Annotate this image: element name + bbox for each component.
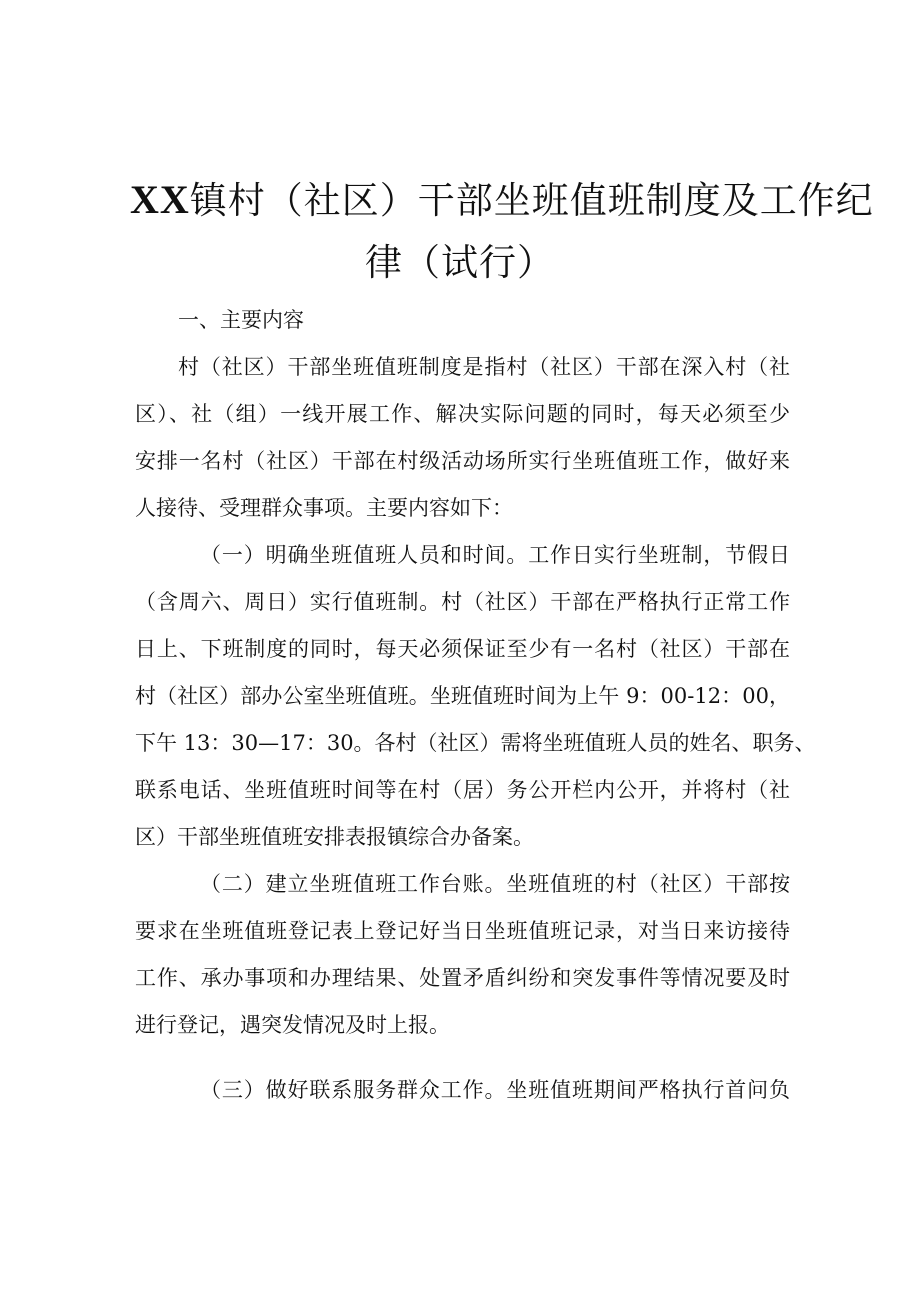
para1-line-6: 联系电话、坐班值班时间等在村（居）务公开栏内公开，并将村（社	[135, 778, 790, 802]
para1-line-1: （一）明确坐班值班人员和时间。工作日实行坐班制，节假日	[200, 543, 790, 567]
para2-line-3: 工作、承办事项和办理结果、处置矛盾纠纷和突发事件等情况要及时	[135, 966, 790, 990]
para1-line-5: 下午 13：30—17：30。各村（社区）需将坐班值班人员的姓名、职务、	[135, 731, 816, 755]
intro-line-2: 区）、社（组）一线开展工作、解决实际问题的同时，每天必须至少	[135, 402, 790, 426]
document-title-line-1	[130, 170, 874, 224]
document-title-line-2: 律（试行）	[365, 241, 555, 284]
para3-line-1: （三）做好联系服务群众工作。坐班值班期间严格执行首问负	[200, 1078, 790, 1102]
intro-line-4: 人接待、受理群众事项。主要内容如下：	[135, 496, 513, 520]
title-prefix: XX	[130, 177, 190, 222]
section-heading: 一、主要内容	[178, 308, 304, 332]
title-text-1: 镇村（社区）干部坐班值班制度及工作纪	[189, 179, 874, 222]
para2-line-4: 进行登记，遇突发情况及时上报。	[135, 1013, 450, 1037]
para2-line-2: 要求在坐班值班登记表上登记好当日坐班值班记录，对当日来访接待	[135, 919, 790, 943]
para2-line-1: （二）建立坐班值班工作台账。坐班值班的村（社区）干部按	[200, 872, 790, 896]
intro-line-3: 安排一名村（社区）干部在村级活动场所实行坐班值班工作，做好来	[135, 449, 790, 473]
para1-line-2: （含周六、周日）实行值班制。村（社区）干部在严格执行正常工作	[135, 590, 790, 614]
para1-line-4: 村（社区）部办公室坐班值班。坐班值班时间为上午 9：00-12：00，	[135, 684, 790, 708]
para1-line-3: 日上、下班制度的同时，每天必须保证至少有一名村（社区）干部在	[135, 637, 790, 661]
para1-line-7: 区）干部坐班值班安排表报镇综合办备案。	[135, 825, 534, 849]
intro-line-1: 村（社区）干部坐班值班制度是指村（社区）干部在深入村（社	[178, 355, 790, 379]
